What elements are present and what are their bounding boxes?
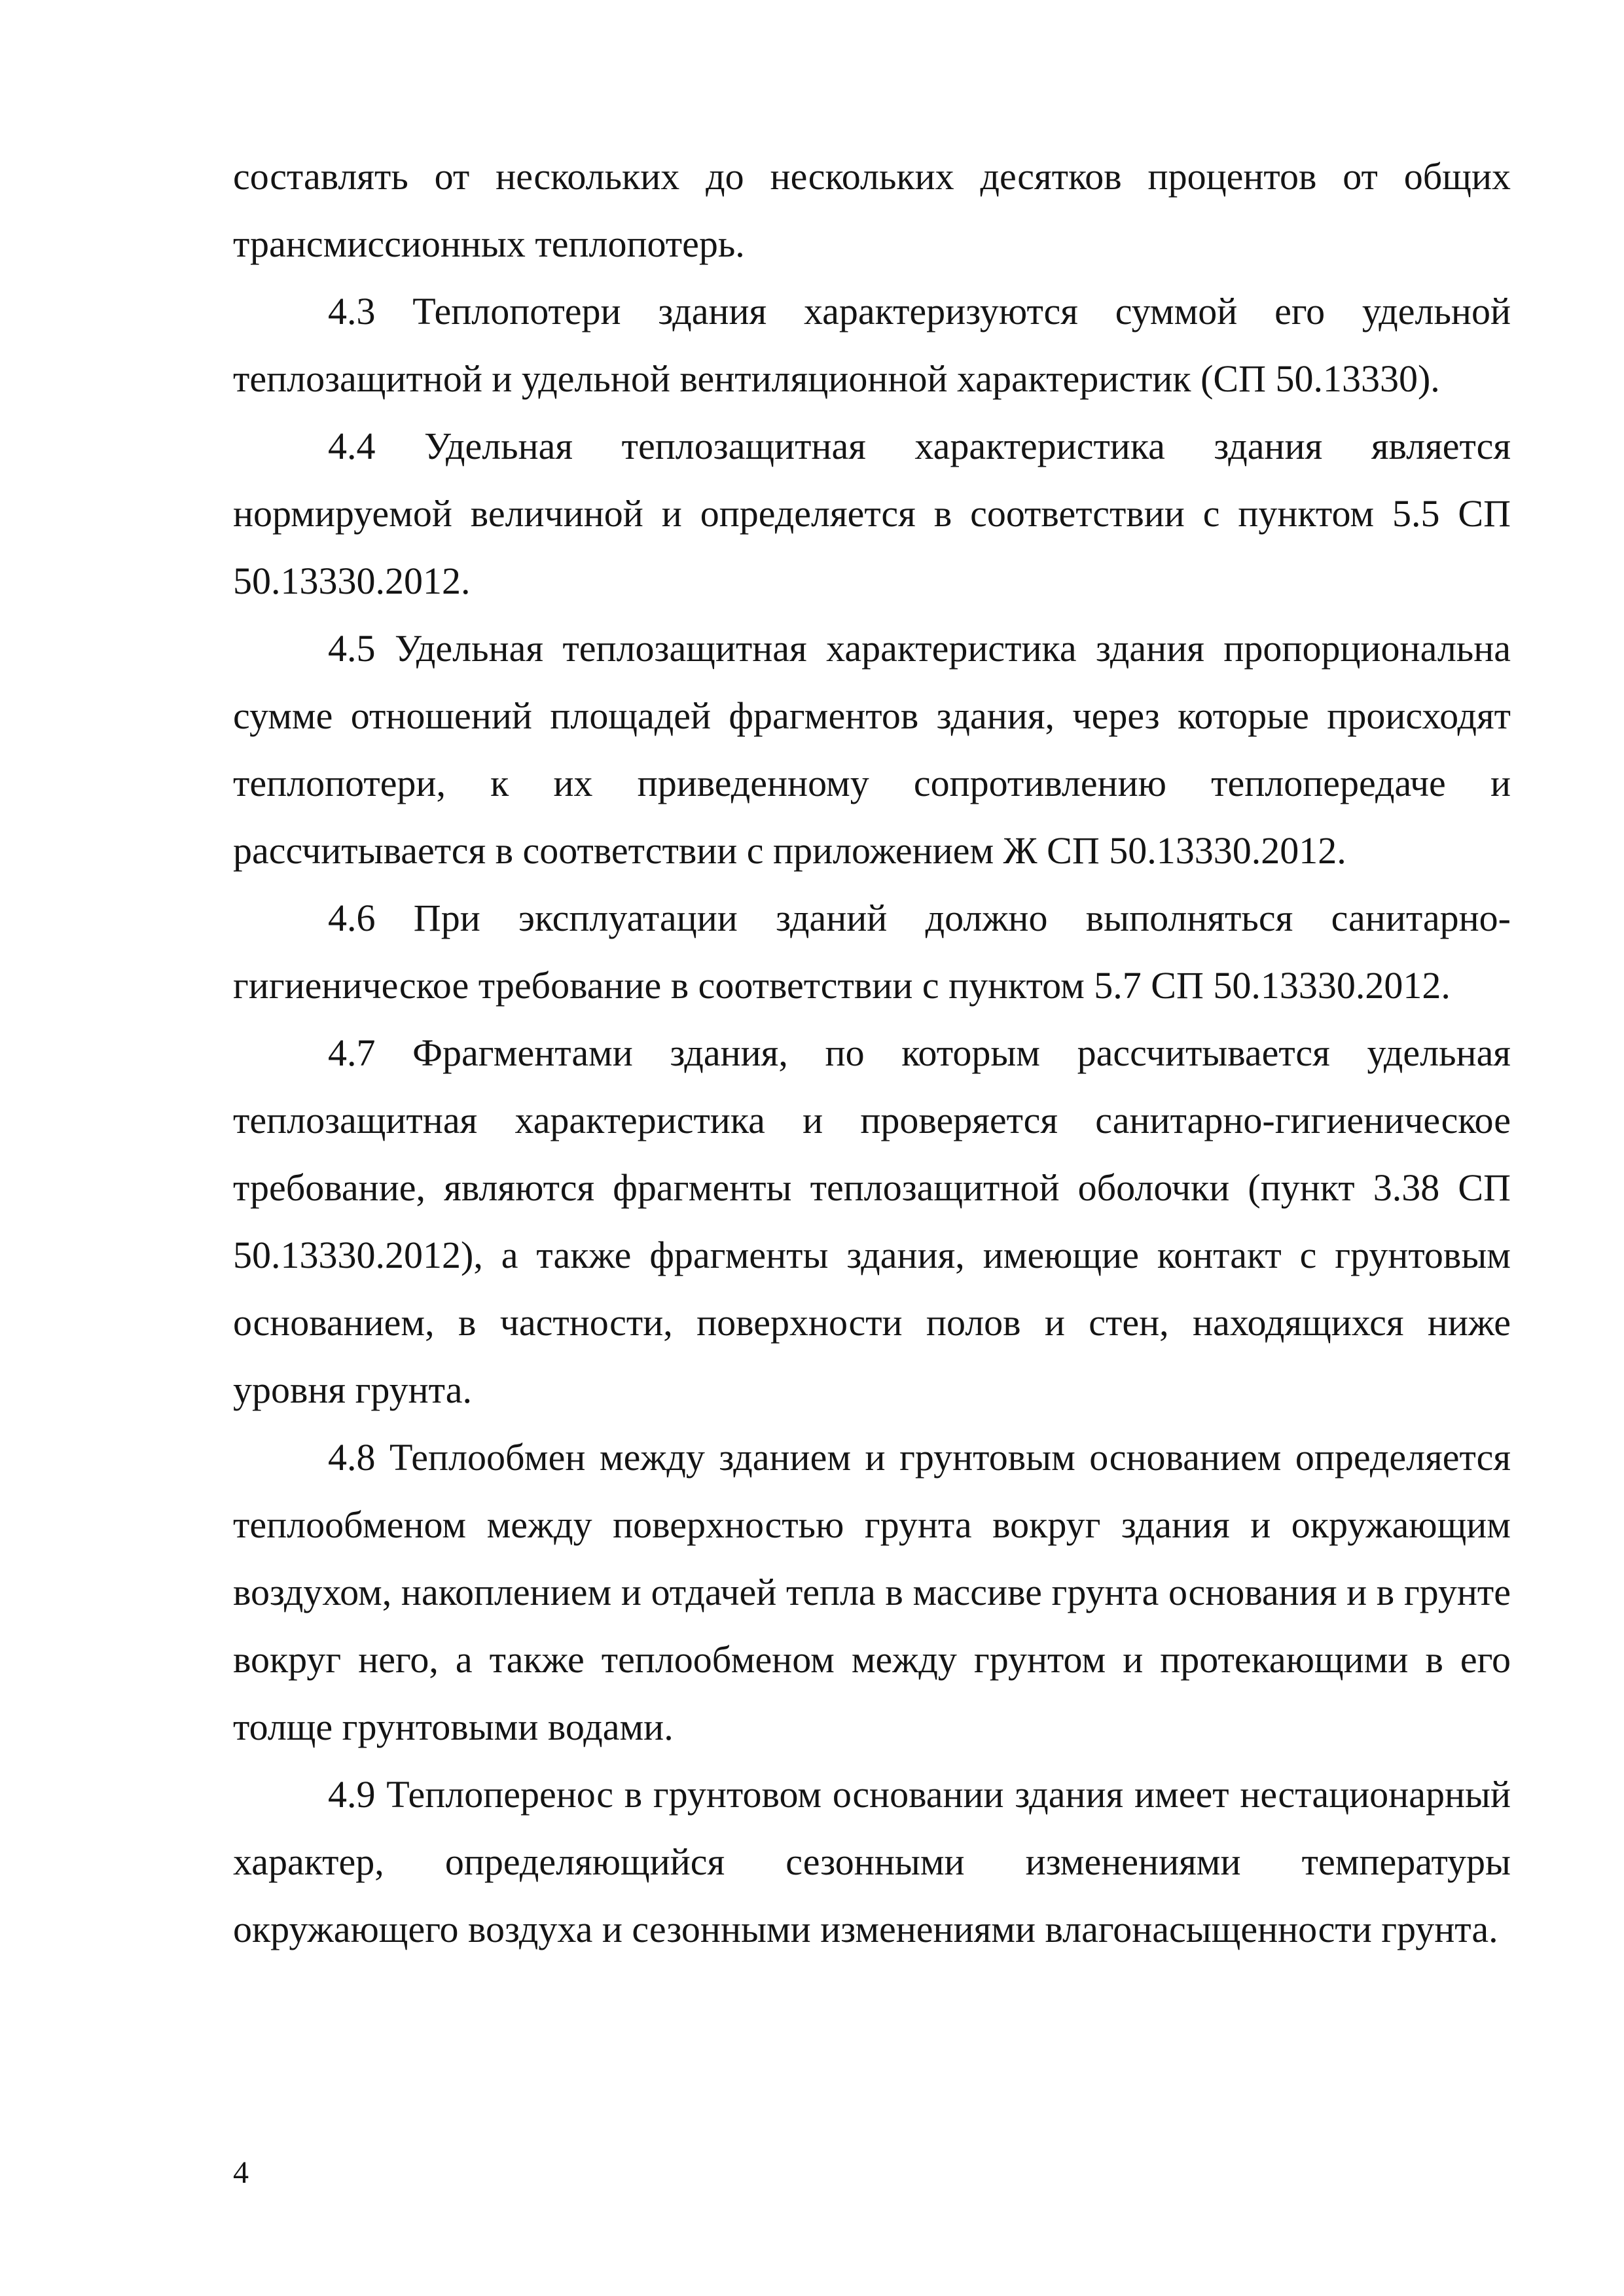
paragraph-4-8: 4.8 Теплообмен между зданием и грунтовым основанием определяется теплообменом между поверхностью грунта вокруг здания и окружающим воздухом, накоплением и отдачей тепла в массиве грунта основания и в грунте вокруг него, а также теплообменом между грунтом и протекающими в его толще грунтовыми водами. [233, 1436, 1511, 1748]
paragraph-4-3: 4.3 Теплопотери здания характеризуются суммой его удельной теплозащитной и удельной вентиляционной характеристик (СП 50.13330). [233, 290, 1511, 400]
paragraph-4-7: 4.7 Фрагментами здания, по которым рассчитывается удельная теплозащитная характеристика и проверяется санитарно-гигиеническое требование, являются фрагменты теплозащитной оболочки (пункт 3.38 СП 50.13330.2012), а также фрагменты здания, имеющие контакт с грунтовым основанием, в частности, поверхности полов и стен, находящихся ниже уровня грунта. [233, 1031, 1511, 1411]
paragraph-4-6: 4.6 При эксплуатации зданий должно выполняться санитарно-гигиеническое требование в соответствии с пунктом 5.7 СП 50.13330.2012. [233, 897, 1511, 1007]
paragraph-4-5: 4.5 Удельная теплозащитная характеристика здания пропорциональна сумме отношений площадей фрагментов здания, через которые происходят теплопотери, к их приведенному сопротивлению теплопередаче и рассчитывается в соответствии с приложением Ж СП 50.13330.2012. [233, 627, 1511, 872]
document-body [233, 143, 1511, 1963]
page-number: 4 [233, 2155, 249, 2190]
paragraph-4-4: 4.4 Удельная теплозащитная характеристика здания является нормируемой величиной и определяется в соответствии с пунктом 5.5 СП 50.13330.2012. [233, 425, 1511, 602]
paragraph-4-9: 4.9 Теплоперенос в грунтовом основании здания имеет нестационарный характер, определяющийся сезонными изменениями температуры окружающего воздуха и сезонными изменениями влагонасыщенности грунта. [233, 1773, 1511, 1950]
paragraph-continuation: составлять от нескольких до нескольких десятков процентов от общих трансмиссионных теплопотерь. [233, 155, 1511, 265]
